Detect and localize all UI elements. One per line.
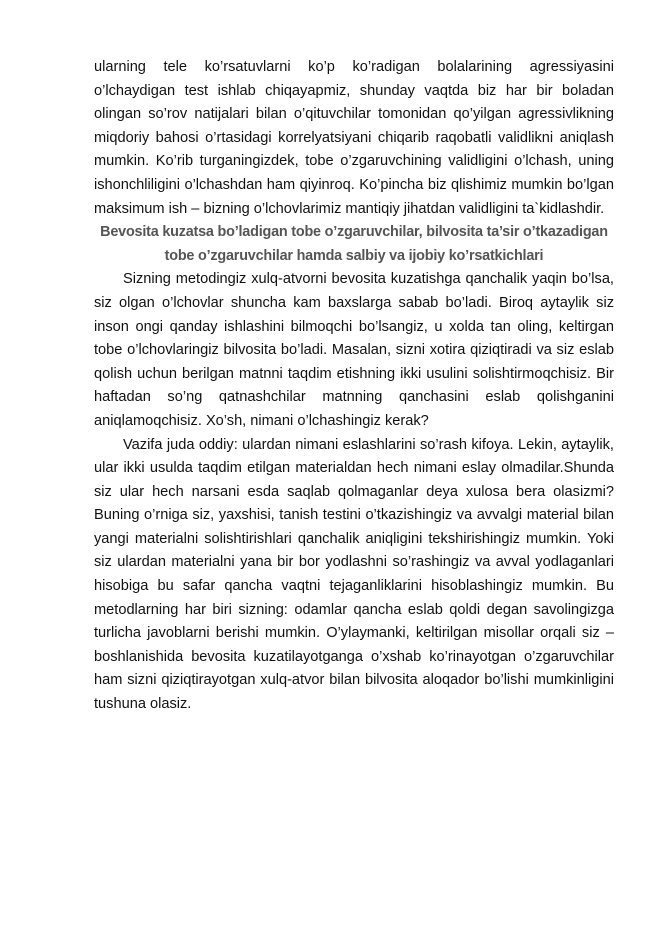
body-paragraph-3: Vazifa juda oddiy: ulardan nimani eslashlarini so’rash kifoya. Lekin, aytaylik, ular ikki usulda taqdim etilgan materialdan hech nimani eslay olmadilar.Shunda siz ular hech narsani esda saqlab qolmaganlar deya xulosa bera olasizmi? Buning o’rniga siz, yaxshisi, tanish testini o’tkazishingiz va avvalgi material bilan yangi materialni solishtirishlari qanchalik aniqligini tekshirishingiz mumkin. Yoki siz ulardan materialni yana bir bor yodlashni so’rashingiz va avval yodlaganlari hisobiga bu safar qancha vaqtni tejaganliklarini hisoblashingiz mumkin. Bu metodlarning har biri sizning: odamlar qancha eslab qoldi degan savolingizga turlicha javoblarni berishi mumkin. O’ylaymanki, keltirilgan misollar orqali siz – boshlanishida bevosita kuzatilayotganga o’xshab ko’rinayotgan o’zgaruvchilar ham sizni qiziqtirayotgan xulq-atvor bilan bilvosita aloqador bo’lishi mumkinligini tushuna olasiz. (94, 436, 614, 713)
body-paragraph-2: Sizning metodingiz xulq-atvorni bevosita kuzatishga qanchalik yaqin bo’lsa, siz olgan o’lchovlar shuncha kam baxslarga sabab bo’ladi. Biroq aytaylik siz inson ongi qanday ishlashini bilmoqchi bo’lsangiz, u xolda tan oling, keltirgan tobe o’lchovlaringiz bilvosita bo’ladi. Masalan, sizni xotira qiziqtiradi va siz eslab qolish uchun berilgan matnni taqdim etishning ikki usulini solishtirmoqchisiz. Bir haftadan so’ng qatnashchilar matnning qanchasini eslab qolishganini aniqlamoqchisiz. Xo’sh, nimani o’lchashingiz kerak? (94, 271, 614, 429)
section-heading: Bevosita kuzatsa bo’ladigan tobe o’zgaruvchilar, bilvosita ta’sir o’tkazadigan tobe o’zgaruvchilar hamda salbiy va ijobiy ko’rsatkichlari (100, 224, 608, 264)
document-page (94, 56, 614, 717)
body-paragraph-1: ularning tele ko’rsatuvlarni ko’p ko’radigan bolalarining agressiyasini o’lchaydigan test ishlab chiqayapmiz, shunday vaqtda biz har bir boladan olingan so’rov natijalari bilan o’qituvchilar tomonidan qo’yilgan agressivlikning miqdoriy bahosi o’rtasidagi korrelyatsiyani chiqarib raqobatli validlikni aniqlash mumkin. Ko’rib turganingizdek, tobe o’zgaruvchining validligini o’lchash, uning ishonchliligini o’lchashdan ham qiyinroq. Ko’pincha biz qlishimiz mumkin bo’lgan maksimum ish – bizning o’lchovlarimiz mantiqiy jihatdan validligini ta`kidlashdir. (94, 59, 614, 217)
